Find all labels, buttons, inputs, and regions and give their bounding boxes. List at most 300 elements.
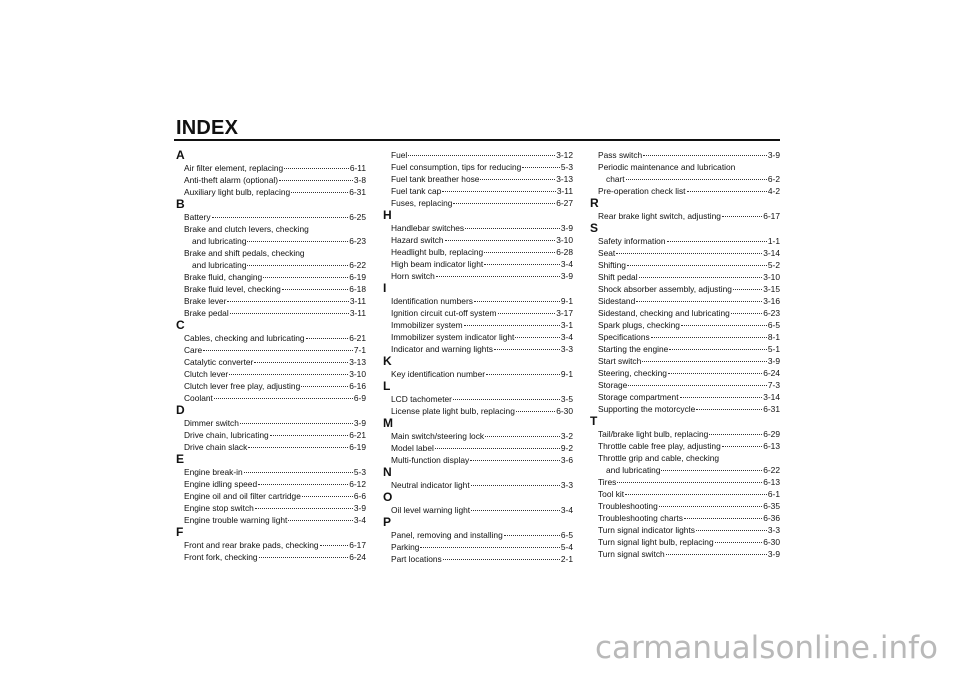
index-entry-term: Fuel tank breather hose [391, 174, 480, 184]
dot-leader [494, 349, 560, 350]
index-entry-term: License plate light bulb, replacing [391, 406, 515, 416]
index-entry [383, 319, 573, 331]
index-entry-page: 3-3 [560, 480, 573, 490]
index-entry-term: Pass switch [598, 150, 643, 160]
index-entry-term: Shock absorber assembly, adjusting [598, 284, 732, 294]
dot-leader [471, 485, 560, 486]
dot-leader [626, 179, 767, 180]
dot-leader [616, 253, 762, 254]
index-entry [590, 173, 780, 185]
index-entry-term: Brake pedal [184, 308, 229, 318]
dot-leader [291, 192, 348, 193]
index-letter-heading: B [176, 197, 185, 211]
dot-leader [203, 350, 353, 351]
index-entry-page: 3-10 [556, 235, 573, 245]
page-title: INDEX [176, 117, 239, 139]
dot-leader [284, 168, 349, 169]
index-letter-heading: K [383, 354, 392, 368]
dot-leader [474, 301, 560, 302]
index-entry [383, 368, 573, 380]
index-entry-term: Turn signal indicator lights [598, 525, 695, 535]
index-entry-page: 9-1 [560, 296, 573, 306]
index-entry-term: Oil level warning light [391, 505, 471, 515]
dot-leader [471, 510, 560, 511]
index-entry [590, 343, 780, 355]
index-entry-page: 6-28 [556, 247, 573, 257]
index-entry [590, 476, 780, 488]
dot-leader [255, 508, 353, 509]
index-entry [590, 548, 780, 560]
index-letter-heading: H [383, 208, 392, 222]
index-entry [590, 428, 780, 440]
index-entry-term: Shifting [598, 260, 626, 270]
index-entry-page: 2-1 [560, 554, 573, 564]
index-entry-term: Key identification number [391, 369, 486, 379]
index-entry-page: 6-29 [763, 429, 780, 439]
index-letter-heading: T [590, 414, 598, 428]
index-entry-term: Immobilizer system indicator light [391, 332, 515, 342]
index-entry [590, 452, 780, 464]
index-entry-page: 6-21 [349, 430, 366, 440]
index-entry-page: 6-2 [767, 174, 780, 184]
dot-leader [436, 276, 560, 277]
dot-leader [442, 191, 556, 192]
index-entry-page: 6-24 [763, 368, 780, 378]
index-entry-term: Anti-theft alarm (optional) [184, 175, 279, 185]
dot-leader [731, 313, 762, 314]
dot-leader [464, 325, 560, 326]
index-entry-term: Identification numbers [391, 296, 473, 306]
index-entry-term: Tail/brake light bulb, replacing [598, 429, 709, 439]
index-entry-page: 3-4 [560, 332, 573, 342]
dot-leader [504, 535, 560, 536]
index-entry-term: Front fork, checking [184, 552, 258, 562]
index-entry-page: 5-2 [767, 260, 780, 270]
index-entry-term: Tool kit [598, 489, 625, 499]
index-entry [383, 149, 573, 161]
index-letter-heading: C [176, 318, 185, 332]
index-entry-page: 6-27 [556, 198, 573, 208]
index-entry [590, 295, 780, 307]
index-entry [590, 355, 780, 367]
dot-leader [258, 484, 348, 485]
dot-leader [659, 506, 762, 507]
index-entry-page: 6-1 [767, 489, 780, 499]
index-entry-page: 3-14 [763, 392, 780, 402]
index-entry [176, 247, 366, 259]
index-entry-term: Sidestand, checking and lubricating [598, 308, 730, 318]
index-entry [590, 500, 780, 512]
dot-leader [288, 520, 353, 521]
index-entry-page: 6-5 [767, 320, 780, 330]
dot-leader [651, 337, 767, 338]
index-entry [383, 161, 573, 173]
index-entry-page: 3-4 [560, 259, 573, 269]
dot-leader [320, 545, 349, 546]
index-entry-page: 3-11 [349, 296, 366, 306]
index-entry-page: 6-23 [763, 308, 780, 318]
index-letter-heading: A [176, 148, 185, 162]
dot-leader [627, 265, 767, 266]
index-entry-term: Air filter element, replacing [184, 163, 284, 173]
index-entry-page: 3-17 [556, 308, 573, 318]
index-entry-page: 6-25 [349, 212, 366, 222]
index-entry-term: Care [184, 345, 203, 355]
index-entry [176, 441, 366, 453]
index-entry-page: 6-19 [349, 442, 366, 452]
index-entry-term: chart [606, 174, 625, 184]
index-entry [590, 247, 780, 259]
index-entry [176, 502, 366, 514]
dot-leader [522, 167, 560, 168]
title-rule [174, 139, 780, 141]
index-entry-page: 3-1 [560, 320, 573, 330]
index-entry-page: 3-16 [763, 296, 780, 306]
index-entry-page: 3-4 [353, 515, 366, 525]
dot-leader [470, 460, 560, 461]
index-entry-term: Specifications [598, 332, 650, 342]
index-entry-page: 3-5 [560, 394, 573, 404]
dot-leader [680, 397, 763, 398]
index-entry-page: 4-2 [767, 186, 780, 196]
index-entry-page: 3-14 [763, 248, 780, 258]
dot-leader [212, 217, 349, 218]
index-entry [590, 185, 780, 197]
index-entry [383, 541, 573, 553]
index-entry [383, 295, 573, 307]
index-entry-page: 6-30 [763, 537, 780, 547]
index-entry [383, 479, 573, 491]
index-entry [383, 454, 573, 466]
index-entry [176, 417, 366, 429]
index-entry-page: 3-9 [560, 223, 573, 233]
index-entry-page: 6-30 [556, 406, 573, 416]
dot-leader [696, 409, 762, 410]
index-entry-page: 5-4 [560, 542, 573, 552]
index-entry-page: 6-22 [763, 465, 780, 475]
index-entry-page: 3-13 [556, 174, 573, 184]
index-entry [176, 283, 366, 295]
dot-leader [445, 240, 556, 241]
index-entry [590, 271, 780, 283]
index-entry-term: Periodic maintenance and lubrication [598, 162, 736, 172]
index-entry-term: Drive chain, lubricating [184, 430, 269, 440]
index-entry [590, 512, 780, 524]
index-entry-page: 3-11 [349, 308, 366, 318]
index-entry-term: Main switch/steering lock [391, 431, 485, 441]
index-entry [176, 490, 366, 502]
dot-leader [667, 241, 767, 242]
index-entry-term: Brake and clutch levers, checking [184, 224, 309, 234]
index-entry-term: Fuel [391, 150, 408, 160]
index-column-2 [383, 149, 573, 565]
index-entry [590, 403, 780, 415]
dot-leader [453, 203, 555, 204]
index-entry-term: Model label [391, 443, 434, 453]
index-entry-page: 6-11 [349, 163, 366, 173]
index-entry-page: 6-21 [349, 333, 366, 343]
index-entry-term: Indicator and warning lights [391, 344, 493, 354]
index-entry-term: and lubricating [192, 260, 247, 270]
dot-leader [681, 325, 767, 326]
index-entry-term: Ignition circuit cut-off system [391, 308, 497, 318]
index-entry-page: 6-31 [349, 187, 366, 197]
index-entry-term: Horn switch [391, 271, 435, 281]
dot-leader [486, 374, 560, 375]
index-entry [383, 553, 573, 565]
dot-leader [240, 423, 353, 424]
index-entry-term: Troubleshooting [598, 501, 658, 511]
index-entry-term: Catalytic converter [184, 357, 254, 367]
index-letter-heading: O [383, 490, 393, 504]
index-entry-page: 6-13 [763, 441, 780, 451]
index-entry-term: Sidestand [598, 296, 636, 306]
index-entry [176, 514, 366, 526]
index-entry-page: 6-22 [349, 260, 366, 270]
index-entry-page: 5-3 [560, 162, 573, 172]
index-entry [383, 173, 573, 185]
index-entry-term: High beam indicator light [391, 259, 484, 269]
dot-leader [684, 518, 762, 519]
index-entry-term: and lubricating [606, 465, 661, 475]
index-entry-term: Cables, checking and lubricating [184, 333, 305, 343]
index-entry [176, 307, 366, 319]
index-entry-term: Throttle cable free play, adjusting [598, 441, 721, 451]
index-entry [176, 259, 366, 271]
index-entry-term: Engine idling speed [184, 479, 258, 489]
dot-leader [480, 179, 555, 180]
index-entry-term: Turn signal switch [598, 549, 665, 559]
index-entry [383, 442, 573, 454]
dot-leader [498, 313, 556, 314]
index-entry-term: Brake fluid level, checking [184, 284, 281, 294]
index-entry-page: 3-9 [767, 150, 780, 160]
index-entry-term: Handlebar switches [391, 223, 465, 233]
dot-leader [435, 448, 560, 449]
index-entry-term: and lubricating [192, 236, 247, 246]
index-entry [590, 161, 780, 173]
index-entry [176, 344, 366, 356]
index-entry-page: 9-1 [560, 369, 573, 379]
index-entry [176, 368, 366, 380]
index-entry [590, 319, 780, 331]
dot-leader [642, 361, 767, 362]
watermark: carmanualsonline.info [594, 630, 938, 666]
index-entry [176, 478, 366, 490]
index-entry-page: 6-5 [560, 530, 573, 540]
dot-leader [484, 252, 555, 253]
dot-leader [408, 155, 555, 156]
index-entry-term: Shift pedal [598, 272, 638, 282]
index-letter-heading: N [383, 465, 392, 479]
index-entry-term: Hazard switch [391, 235, 444, 245]
dot-leader [617, 482, 762, 483]
index-entry-term: Spark plugs, checking [598, 320, 680, 330]
index-entry-term: Storage [598, 380, 628, 390]
index-letter-heading: S [590, 221, 599, 235]
dot-leader [420, 547, 559, 548]
dot-leader [227, 301, 349, 302]
index-entry [176, 295, 366, 307]
index-entry [176, 235, 366, 247]
dot-leader [628, 385, 767, 386]
dot-leader [639, 277, 763, 278]
index-entry [383, 393, 573, 405]
index-letter-heading: L [383, 379, 391, 393]
dot-leader [485, 436, 560, 437]
index-entry [383, 270, 573, 282]
index-entry-page: 3-4 [560, 505, 573, 515]
index-entry-term: Rear brake light switch, adjusting [598, 211, 721, 221]
index-entry-term: LCD tachometer [391, 394, 452, 404]
index-entry-page: 9-2 [560, 443, 573, 453]
dot-leader [516, 411, 555, 412]
index-entry [590, 149, 780, 161]
index-entry-term: Pre-operation check list [598, 186, 686, 196]
index-letter-heading: I [383, 281, 387, 295]
index-entry [176, 162, 366, 174]
dot-leader [214, 398, 353, 399]
dot-leader [259, 557, 349, 558]
dot-leader [282, 289, 348, 290]
index-entry-term: Brake fluid, changing [184, 272, 263, 282]
index-entry [383, 258, 573, 270]
index-entry-term: Fuel tank cap [391, 186, 442, 196]
dot-leader [279, 180, 353, 181]
index-entry-term: Turn signal light bulb, replacing [598, 537, 714, 547]
index-entry-page: 3-2 [560, 431, 573, 441]
index-entry-term: Engine break-in [184, 467, 243, 477]
index-entry-page: 6-9 [353, 393, 366, 403]
index-entry [176, 271, 366, 283]
index-entry-term: Storage compartment [598, 392, 679, 402]
dot-leader [453, 399, 560, 400]
dot-leader [733, 289, 762, 290]
dot-leader [666, 554, 767, 555]
index-entry [176, 223, 366, 235]
index-entry-page: 6-35 [763, 501, 780, 511]
index-entry-term: Panel, removing and installing [391, 530, 503, 540]
index-entry [590, 283, 780, 295]
index-letter-heading: M [383, 416, 393, 430]
dot-leader [709, 434, 762, 435]
index-entry-term: Multi-function display [391, 455, 470, 465]
index-entry [383, 222, 573, 234]
dot-leader [270, 435, 349, 436]
index-entry [590, 464, 780, 476]
index-entry-term: Part locations [391, 554, 442, 564]
index-entry [176, 429, 366, 441]
index-entry [383, 430, 573, 442]
index-entry-term: Engine oil and oil filter cartridge [184, 491, 301, 501]
index-letter-heading: D [176, 403, 185, 417]
index-entry-page: 6-17 [763, 211, 780, 221]
index-entry-term: Start switch [598, 356, 642, 366]
index-entry [176, 174, 366, 186]
index-entry-page: 6-23 [349, 236, 366, 246]
index-entry-term: Fuses, replacing [391, 198, 453, 208]
index-entry-term: Parking [391, 542, 420, 552]
index-entry-term: Coolant [184, 393, 213, 403]
index-entry [590, 391, 780, 403]
index-entry-page: 6-36 [763, 513, 780, 523]
dot-leader [668, 373, 762, 374]
index-entry [590, 524, 780, 536]
index-entry [176, 466, 366, 478]
index-entry-page: 3-9 [767, 549, 780, 559]
dot-leader [248, 447, 348, 448]
dot-leader [722, 216, 762, 217]
index-entry-term: Supporting the motorcycle [598, 404, 696, 414]
dot-leader [643, 155, 767, 156]
index-entry [590, 307, 780, 319]
dot-leader [301, 386, 348, 387]
index-entry-page: 6-17 [349, 540, 366, 550]
dot-leader [722, 446, 762, 447]
index-entry-page: 3-3 [560, 344, 573, 354]
index-entry-page: 3-15 [763, 284, 780, 294]
index-entry-term: Safety information [598, 236, 666, 246]
index-entry-term: Brake lever [184, 296, 227, 306]
index-entry [590, 379, 780, 391]
dot-leader [254, 362, 348, 363]
index-entry-term: Throttle grip and cable, checking [598, 453, 720, 463]
index-entry-page: 5-1 [767, 344, 780, 354]
index-entry-term: Clutch lever free play, adjusting [184, 381, 301, 391]
index-entry-term: Front and rear brake pads, checking [184, 540, 319, 550]
index-entry [590, 210, 780, 222]
dot-leader [302, 496, 353, 497]
index-entry-page: 6-18 [349, 284, 366, 294]
index-entry [176, 539, 366, 551]
index-entry-page: 3-13 [349, 357, 366, 367]
index-entry [176, 380, 366, 392]
index-entry [176, 551, 366, 563]
dot-leader [625, 494, 767, 495]
index-entry-page: 3-9 [767, 356, 780, 366]
dot-leader [443, 559, 560, 560]
index-letter-heading: E [176, 452, 185, 466]
index-entry-term: Tires [598, 477, 617, 487]
index-entry-page: 8-1 [767, 332, 780, 342]
index-entry-page: 5-3 [353, 467, 366, 477]
index-entry-page: 3-6 [560, 455, 573, 465]
dot-leader [661, 470, 762, 471]
index-entry [383, 504, 573, 516]
index-entry-term: Clutch lever [184, 369, 229, 379]
index-entry-page: 6-31 [763, 404, 780, 414]
dot-leader [669, 349, 767, 350]
index-entry [383, 197, 573, 209]
index-column-1 [176, 149, 366, 563]
index-entry [176, 356, 366, 368]
index-entry [383, 405, 573, 417]
index-entry [590, 440, 780, 452]
index-entry-page: 3-11 [556, 186, 573, 196]
index-entry-page: 3-9 [353, 503, 366, 513]
index-entry-page: 7-3 [767, 380, 780, 390]
index-entry-page: 6-12 [349, 479, 366, 489]
index-entry-term: Engine stop switch [184, 503, 254, 513]
index-entry-page: 3-12 [556, 150, 573, 160]
index-entry-term: Drive chain slack [184, 442, 248, 452]
index-entry [383, 234, 573, 246]
index-entry-page: 6-13 [763, 477, 780, 487]
dot-leader [306, 338, 349, 339]
index-entry-page: 3-10 [763, 272, 780, 282]
index-entry [176, 186, 366, 198]
index-entry [383, 529, 573, 541]
